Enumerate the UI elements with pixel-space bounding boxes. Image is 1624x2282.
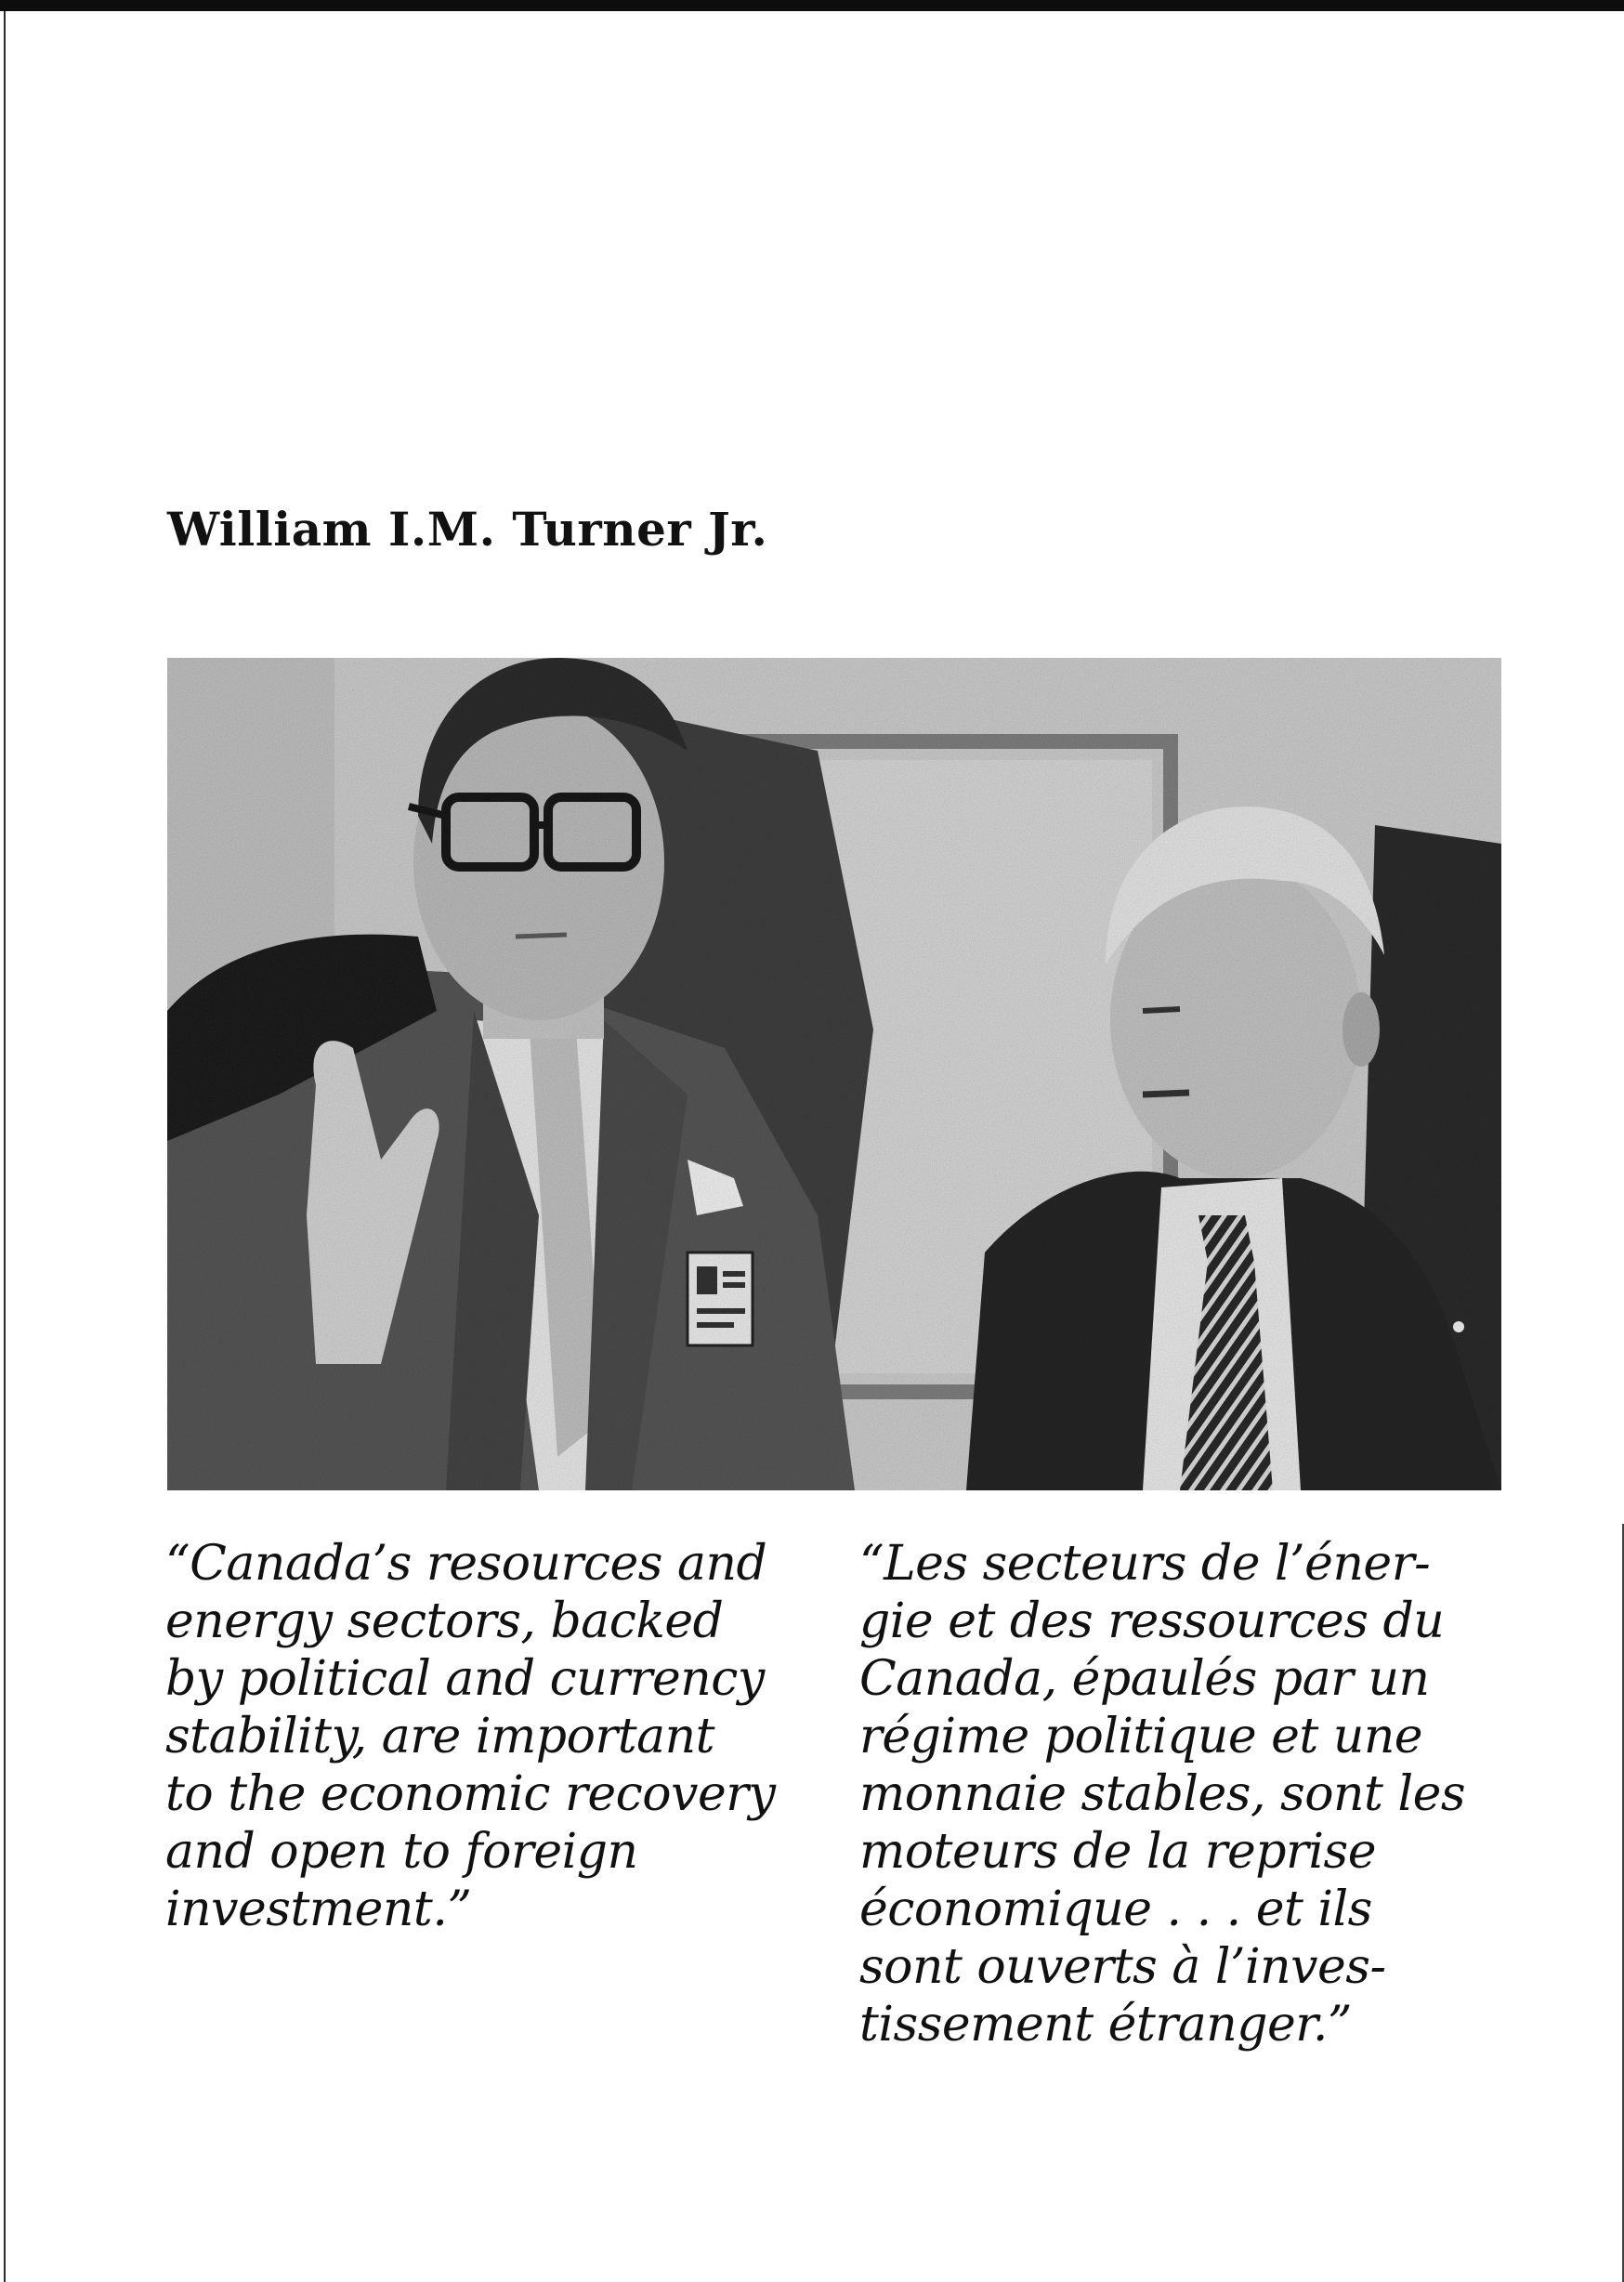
quote-english: “Canada’s resources and energy sectors, backed by political and currency stability, are important to the economic recovery and open to foreign investment.” [165,1536,776,1937]
scan-top-border [0,0,1624,11]
portrait-photo [167,658,1501,1490]
scan-left-border [4,11,6,2282]
quote-french: “Les secteurs de l’éner- gie et des ressources du Canada, épaulés par un régime politique et une monnaie stables, sont les moteurs de la reprise économique . . . et ils sont ouverts à l’inves- tissement étranger.” [859,1536,1466,2052]
photograph-icon [167,658,1501,1490]
page-title: William I.M. Turner Jr. [167,502,768,557]
